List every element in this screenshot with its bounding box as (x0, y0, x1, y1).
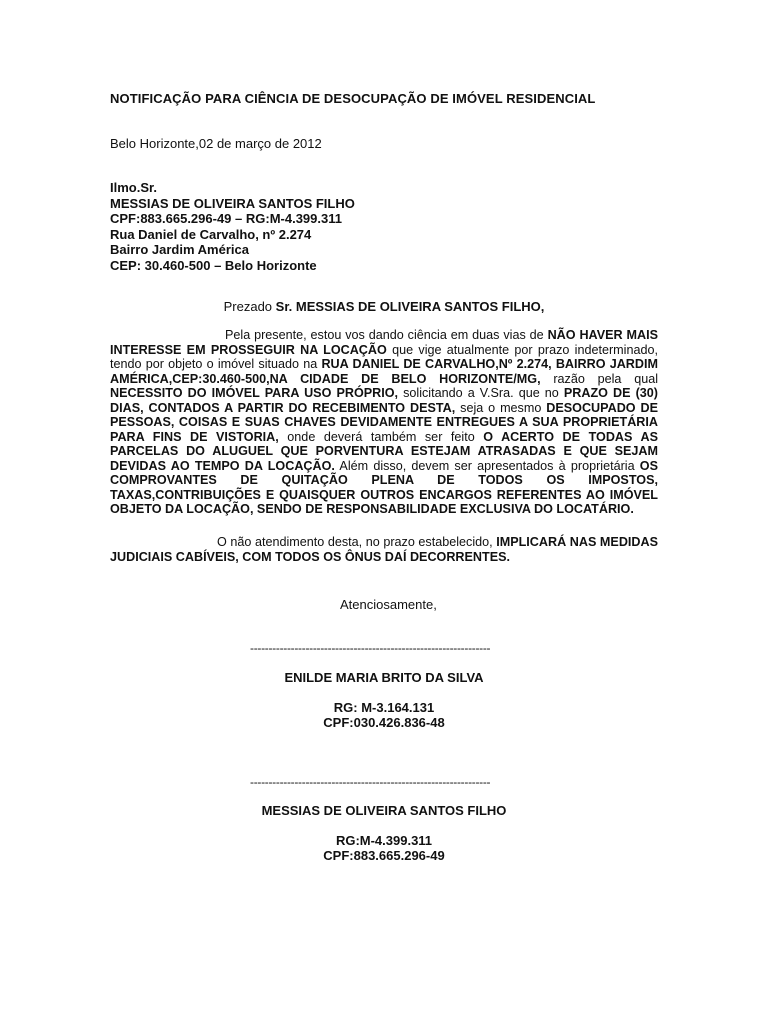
body-text-2: que vige atualmente por prazo indeterminado, tendo por objeto o imóvel situado na (110, 342, 658, 371)
greeting-prefix: Prezado (223, 299, 276, 314)
body-bold-5: DESOCUPADO DE PESSOAS, COISAS E SUAS CHAVES DEVIDAMENTE ENTREGUES A SUA PROPRIETÁRIA PARA FINS DE VISTORIA, (110, 400, 658, 444)
body-text-3: razão pela qual (540, 371, 659, 386)
body-bold-3: NECESSITO DO IMÓVEL PARA USO PRÓPRIO, (110, 386, 399, 400)
signer-rg-2: RG:M-4.399.311 (335, 832, 433, 848)
addressee-street: Rua Daniel de Carvalho, nº 2.274 (110, 226, 312, 242)
addressee-ids: CPF:883.665.296-49 – RG:M-4.399.311 (110, 211, 342, 226)
document-title: NOTIFICAÇÃO PARA CIÊNCIA DE DESOCUPAÇÃO DE IMÓVEL RESIDENCIAL (110, 91, 596, 106)
signer-name-1: ENILDE MARIA BRITO DA SILVA (284, 670, 484, 685)
date-line: Belo Horizonte,02 de março de 2012 (110, 136, 322, 151)
addressee-salutation: Ilmo.Sr. (110, 180, 157, 195)
signer-rg-1: RG: M-3.164.131 (333, 699, 435, 715)
closing-bold: IMPLICARÁ NAS MEDIDAS JUDICIAIS CABÍVEIS, COM TODOS OS ÔNUS DAÍ DECORRENTES. (110, 535, 659, 564)
body-text-5: seja o mesmo (455, 400, 547, 415)
signature-block-2 (110, 803, 658, 864)
signature-line-1: ----------------------------------------------------------------- (250, 641, 491, 655)
body-bold-4: PRAZO DE (30) DIAS, CONTADOS A PARTIR DO RECEBIMENTO DESTA, (110, 386, 658, 415)
closing-paragraph (110, 535, 658, 565)
body-bold-7: OS COMPROVANTES DE QUITAÇÃO PLENA DE TODOS OS IMPOSTOS, TAXAS,CONTRIBUIÇÕES E QUAISQUER OUTROS ENCARGOS REFERENTES AO IMÓVEL OBJETO DA LOCAÇÃO, SENDO DE RESPONSABILIDADE EXCLUSIVA DO LOCATÁRIO. (110, 458, 658, 516)
greeting (110, 299, 658, 314)
body-text-7: Além disso, devem ser apresentados à proprietária (334, 458, 640, 473)
body-bold-2: RUA DANIEL DE CARVALHO,Nº 2.274, BAIRRO JARDIM AMÉRICA,CEP:30.460-500,NA CIDADE DE BELO HORIZONTE/MG, (110, 357, 658, 386)
addressee-cep: CEP: 30.460-500 – Belo Horizonte (110, 257, 317, 273)
addressee-block (110, 180, 355, 273)
body-text-1: Pela presente, estou vos dando ciência em duas vias de (225, 328, 548, 342)
closing-text: O não atendimento desta, no prazo estabelecido, (217, 535, 497, 549)
regards: Atenciosamente, (340, 597, 437, 612)
greeting-name: Sr. MESSIAS DE OLIVEIRA SANTOS FILHO, (275, 299, 545, 314)
body-paragraph (110, 328, 658, 517)
signer-name-2: MESSIAS DE OLIVEIRA SANTOS FILHO (261, 803, 507, 818)
body-bold-1: NÃO HAVER MAIS INTERESSE EM PROSSEGUIR NA LOCAÇÃO (110, 328, 658, 357)
signer-cpf-1: CPF:030.426.836-48 (323, 715, 445, 730)
body-text-6: onde deverá também ser feito (278, 429, 484, 444)
addressee-name: MESSIAS DE OLIVEIRA SANTOS FILHO (110, 195, 355, 211)
body-bold-6: O ACERTO DE TODAS AS PARCELAS DO ALUGUEL QUE PORVENTURA ESTEJAM ATRASADAS E QUE SEJAM DEVIDAS AO TEMPO DA LOCAÇÃO. (110, 429, 658, 473)
signer-cpf-2: CPF:883.665.296-49 (323, 848, 445, 863)
signature-block-1 (110, 670, 658, 731)
signature-line-2: ----------------------------------------------------------------- (250, 775, 491, 789)
body-text-4: solicitando a V.Sra. que no (398, 386, 564, 400)
addressee-district: Bairro Jardim América (110, 242, 249, 257)
